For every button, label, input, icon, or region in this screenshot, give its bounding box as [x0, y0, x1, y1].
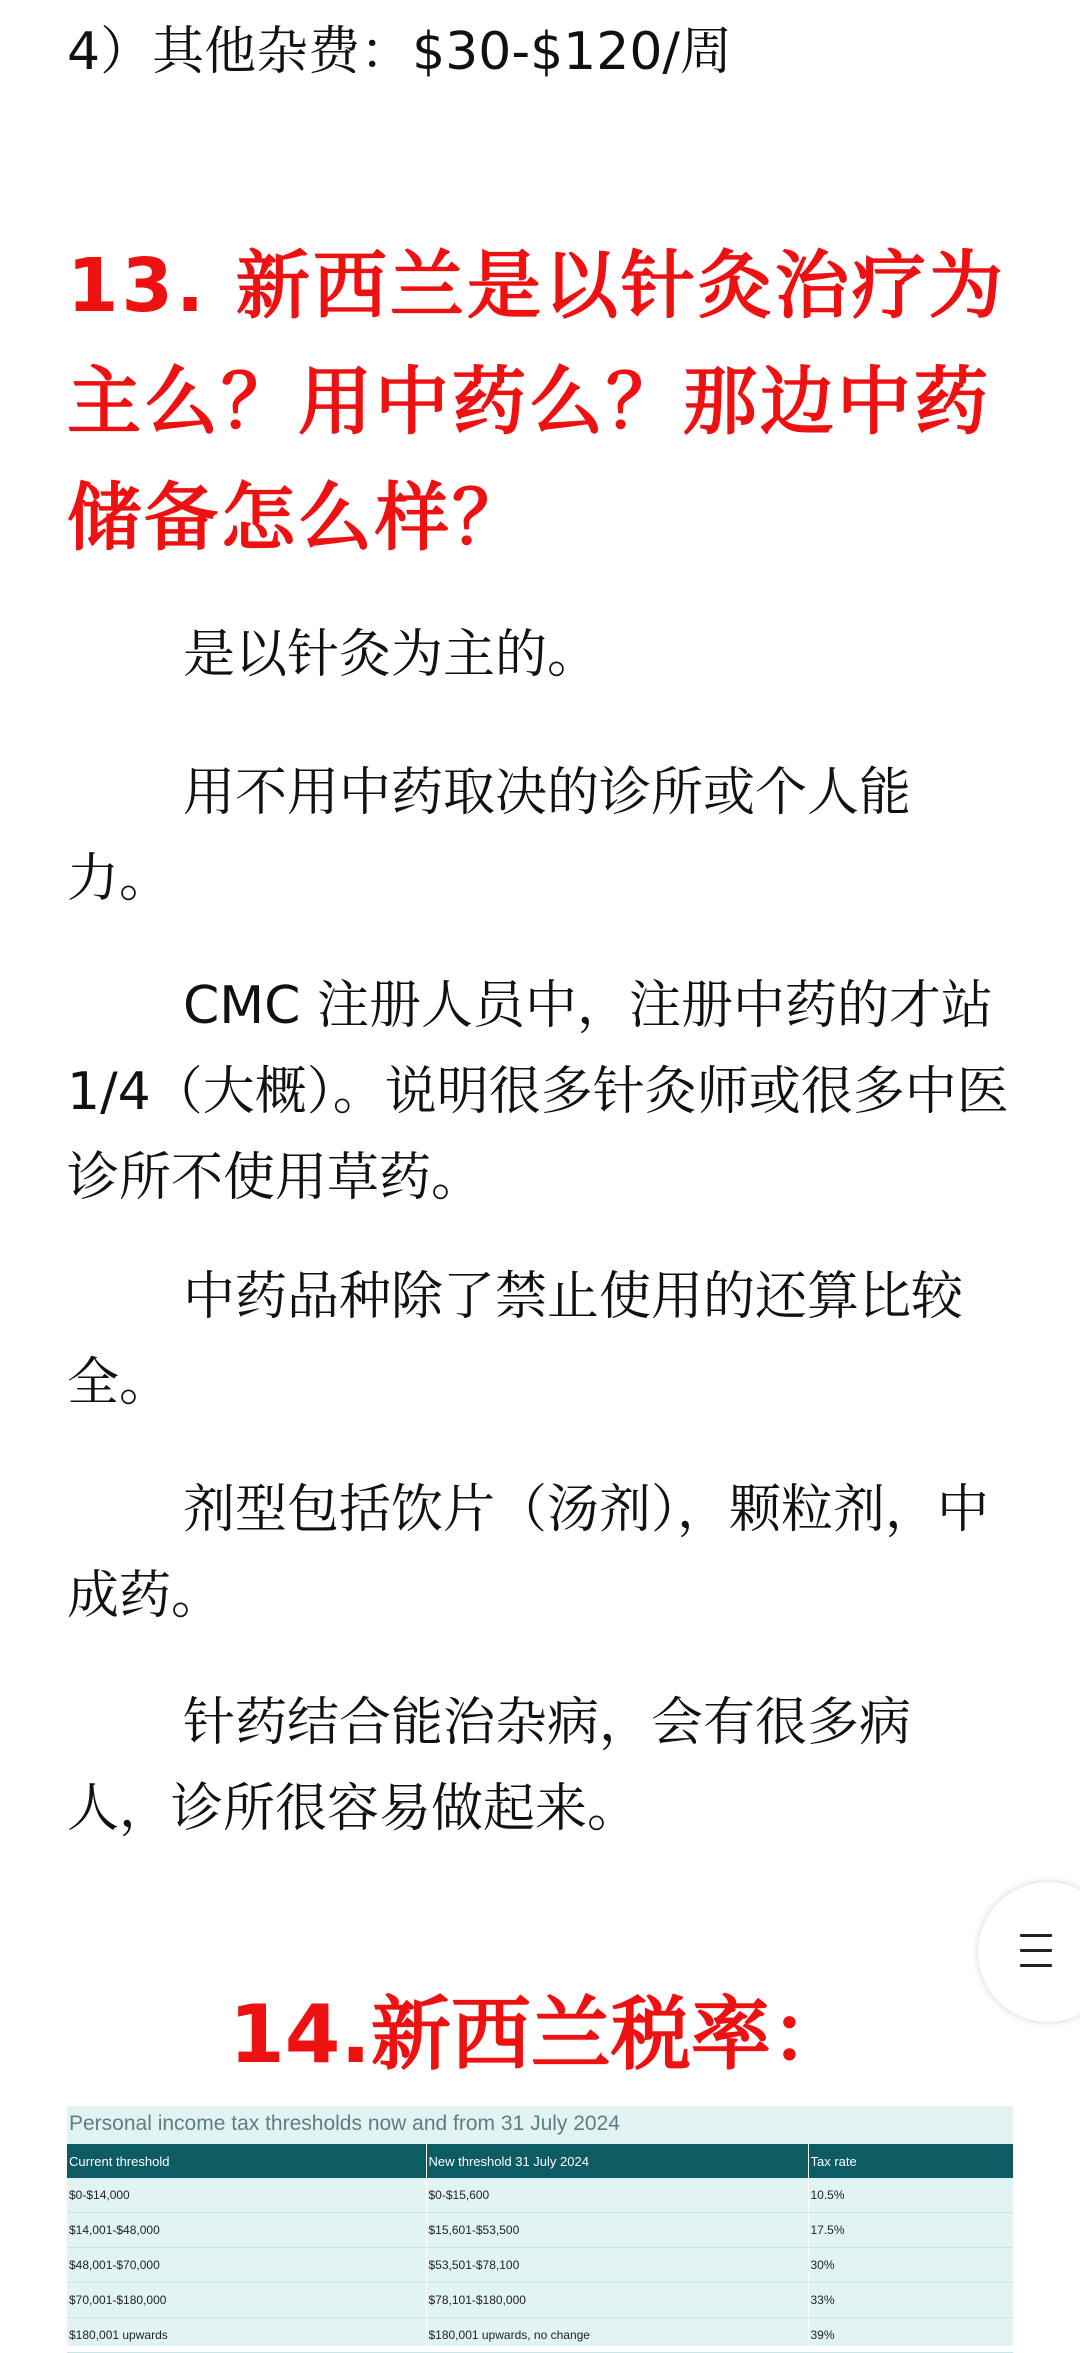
section-13-heading: 13. 新西兰是以针灸治疗为主么？用中药么？那边中药储备怎么样？	[67, 243, 1006, 561]
section-14-heading: 14.新西兰税率：	[229, 1988, 851, 2081]
table-row	[67, 2283, 1013, 2318]
current-threshold-cell: $0-$14,000	[67, 2178, 426, 2213]
new-threshold-cell: $0-$15,600	[426, 2178, 808, 2213]
current-threshold-cell: $14,001-$48,000	[67, 2213, 426, 2248]
table-row	[67, 2178, 1013, 2213]
table-row	[67, 2318, 1013, 2353]
header-current-threshold: Current threshold	[67, 2144, 426, 2178]
current-threshold-cell: $48,001-$70,000	[67, 2248, 426, 2283]
new-threshold-cell: $53,501-$78,100	[426, 2248, 808, 2283]
tax-table-caption: Personal income tax thresholds now and from 31 July 2024	[69, 2112, 620, 2135]
tax-rate-cell: 39%	[808, 2318, 1013, 2353]
new-threshold-cell: $15,601-$53,500	[426, 2213, 808, 2248]
paragraph-dosage-forms: 剂型包括饮片（汤剂），颗粒剂，中成药。	[67, 1480, 990, 1626]
paragraph-cmc-registration: CMC 注册人员中，注册中药的才站 1/4（大概）。说明很多针灸师或很多中医诊所不使用草药。	[67, 976, 1009, 1208]
table-row	[67, 2248, 1013, 2283]
paragraph-acupuncture-main: 是以针灸为主的。	[183, 625, 600, 685]
new-threshold-cell: $78,101-$180,000	[426, 2283, 808, 2318]
header-tax-rate: Tax rate	[808, 2144, 1013, 2178]
new-threshold-cell: $180,001 upwards, no change	[426, 2318, 808, 2353]
paragraph-combined-treatment: 针药结合能治杂病，会有很多病人，诊所很容易做起来。	[67, 1693, 912, 1839]
other-fees-line: 4）其他杂费：$30-$120/周	[67, 22, 732, 82]
tax-table-image	[67, 2106, 1013, 2346]
tax-rate-cell: 33%	[808, 2283, 1013, 2318]
current-threshold-cell: $180,001 upwards	[67, 2318, 426, 2353]
header-new-threshold: New threshold 31 July 2024	[426, 2144, 808, 2178]
table-row	[67, 2213, 1013, 2248]
tax-table	[67, 2144, 1013, 2353]
tax-rate-cell: 17.5%	[808, 2213, 1013, 2248]
paragraph-herb-usage: 用不用中药取决的诊所或个人能力。	[67, 763, 912, 909]
menu-icon	[1020, 1934, 1052, 1968]
tax-rate-cell: 30%	[808, 2248, 1013, 2283]
paragraph-herb-variety: 中药品种除了禁止使用的还算比较全。	[67, 1267, 964, 1413]
tax-table-header-row	[67, 2144, 1013, 2178]
current-threshold-cell: $70,001-$180,000	[67, 2283, 426, 2318]
tax-rate-cell: 10.5%	[808, 2178, 1013, 2213]
